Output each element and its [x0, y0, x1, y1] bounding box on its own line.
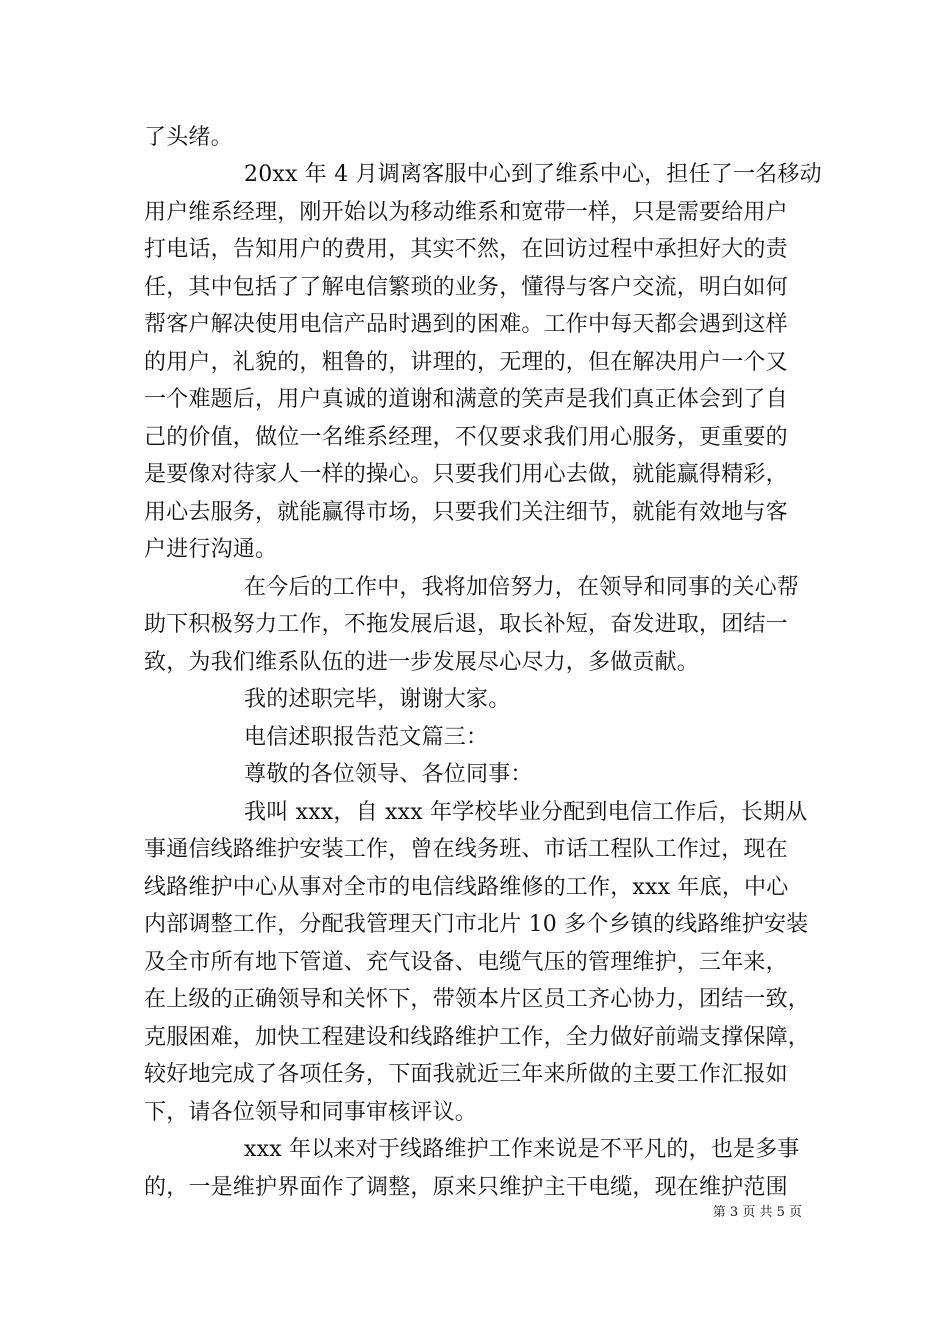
text-line: 较好地完成了各项任务，下面我就近三年来所做的主要工作汇报如 [144, 1062, 788, 1087]
text-line: 及全市所有地下管道、充气设备、电缆气压的管理维护，三年来， [144, 950, 788, 975]
text-line: 内部调整工作，分配我管理天门市北片 10 多个乡镇的线路维护安装 [144, 912, 809, 937]
text-line: 助下积极努力工作，不拖发展后退，取长补短，奋发进取，团结一 [144, 612, 788, 637]
text-line: 线路维护中心从事对全市的电信线路维修的工作，xxx 年底，中心 [144, 875, 789, 900]
text-line: 一个难题后，用户真诚的道谢和满意的笑声是我们真正体会到了自 [144, 387, 788, 412]
text-line: 是要像对待家人一样的操心。只要我们用心去做，就能赢得精彩， [144, 462, 788, 487]
text-line: 克服困难，加快工程建设和线路维护工作，全力做好前端支撑保障， [144, 1025, 811, 1050]
text-line: 了头绪。 [144, 125, 233, 150]
text-line: 己的价值，做位一名维系经理，不仅要求我们用心服务，更重要的 [144, 425, 788, 450]
text-line: 任，其中包括了了解电信繁琐的业务，懂得与客户交流，明白如何 [144, 275, 788, 300]
salutation: 尊敬的各位领导、各位同事： [244, 762, 533, 787]
text-line: 户进行沟通。 [144, 537, 278, 562]
text-line: 用心去服务，就能赢得市场，只要我们关注细节，就能有效地与客 [144, 500, 788, 525]
text-line: 的用户，礼貌的，粗鲁的，讲理的，无理的，但在解决用户一个又 [144, 350, 788, 375]
text-line: 的，一是维护界面作了调整，原来只维护主干电缆，现在维护范围 [144, 1175, 788, 1200]
text-line: 致，为我们维系队伍的进一步发展尽心尽力，多做贡献。 [144, 650, 700, 675]
text-line: 下，请各位领导和同事审核评议。 [144, 1100, 478, 1125]
text-line: 事通信线路维护安装工作，曾在线务班、市话工程队工作过，现在 [144, 837, 788, 862]
text-line: 我叫 xxx，自 xxx 年学校毕业分配到电信工作后，长期从 [244, 800, 808, 825]
text-line: 在上级的正确领导和关怀下，带领本片区员工齐心协力，团结一致， [144, 987, 811, 1012]
page-footer: 第 3 页 共 5 页 [712, 1205, 802, 1220]
text-line: 帮客户解决使用电信产品时遇到的困难。工作中每天都会遇到这样 [144, 312, 788, 337]
text-line: 在今后的工作中，我将加倍努力，在领导和同事的关心帮 [244, 575, 800, 600]
text-line: xxx 年以来对于线路维护工作来说是不平凡的，也是多事 [244, 1137, 800, 1162]
text-line: 用户维系经理，刚开始以为移动维系和宽带一样，只是需要给用户 [144, 200, 788, 225]
text-line: 20xx 年 4 月调离客服中心到了维系中心，担任了一名移动 [244, 162, 822, 187]
section-heading: 电信述职报告范文篇三： [244, 725, 489, 750]
text-line: 打电话，告知用户的费用，其实不然，在回访过程中承担好大的责 [144, 237, 788, 262]
text-line: 我的述职完毕，谢谢大家。 [244, 687, 511, 712]
